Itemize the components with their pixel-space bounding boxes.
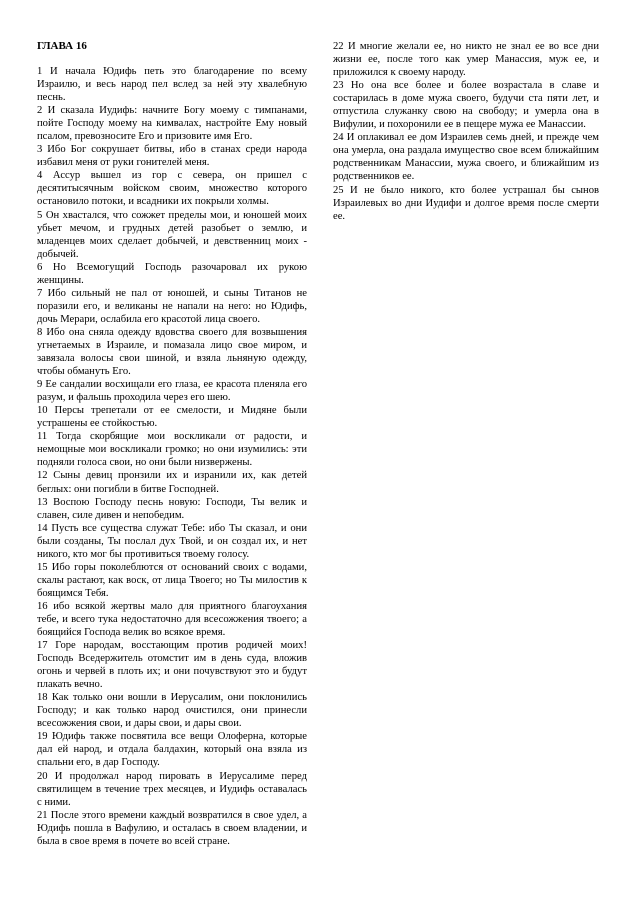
verse-17: 17 Горе народам, восстающим против родичей моих! Господь Вседержитель отомстит им в день суда, вложив огонь и червей в плоть их; и они почувствуют это и будут плакать вечно.	[37, 640, 307, 691]
verse-25: 25 И не было никого, кто более устрашал бы сынов Израилевых во дни Иудифи и долгое время после смерти ее.	[333, 184, 599, 222]
verse-8: 8 Ибо она сняла одежду вдовства своего для возвышения угнетаемых в Израиле, и помазала лицо свое миром, и завязала волосы свои шиной, и взяла льняную одежду, чтобы обмануть Его.	[37, 326, 307, 378]
verse-18: 18 Как только они вошли в Иерусалим, они поклонились Господу; и как только народ очистился, они принесли всесожжения свои, и дары свои, и дары свои.	[37, 692, 307, 730]
verse-14: 14 Пусть все существа служат Тебе: ибо Ты сказал, и они были созданы, Ты послал дух Твой, и он создал их, и нет никого, кто мог бы противиться твоему голосу.	[37, 522, 307, 560]
verse-20: 20 И продолжал народ пировать в Иерусалиме перед святилищем в течение трех месяцев, и Иудифь оставалась с ними.	[37, 770, 307, 808]
verse-12: 12 Сыны девиц пронзили их и изранили их, как детей беглых: они погибли в битве Господней.	[37, 470, 307, 495]
verse-23: 23 Но она все более и более возрастала в славе и состарилась в доме мужа своего, будучи ста пяти лет, и отпустила служанку свою на свободу; и умерла она в Вифулии, и похоронили ее в пещере мужа ее Манассии.	[333, 80, 599, 131]
verse-3: 3 Ибо Бог сокрушает битвы, ибо в станах среди народа избавил меня от руки гонителей меня.	[37, 144, 307, 169]
verse-24: 24 И оплакивал ее дом Израилев семь дней, и прежде чем она умерла, она раздала имущество свое всем ближайшим родственникам Манассии, мужа своего, и ближайшим из родственников ее.	[333, 132, 599, 183]
chapter-heading: ГЛАВА 16	[37, 40, 87, 52]
verse-13: 13 Воспою Господу песнь новую: Господи, Ты велик и славен, силе дивен и непобедим.	[37, 496, 307, 521]
verse-10: 10 Персы трепетали от ее смелости, и Мидяне были устрашены ее стойкостью.	[37, 405, 307, 430]
verse-7: 7 Ибо сильный не пал от юношей, и сыны Титанов не поразили его, и великаны не напали на него: но Юдифь, дочь Мерари, ослабила его красотой лица своего.	[37, 287, 307, 325]
verse-5: 5 Он хвастался, что сожжет пределы мои, и юношей моих убьет мечом, и грудных детей разобьет о землю, и младенцев моих сделает добычей, и девственниц моих - добычей.	[37, 209, 307, 260]
verse-19: 19 Юдифь также посвятила все вещи Олоферна, которые дал ей народ, и отдала балдахин, который она взяла из спальни его, в дар Господу.	[37, 731, 307, 769]
verse-6: 6 Но Всемогущий Господь разочаровал их рукою женщины.	[37, 261, 307, 286]
right-column	[333, 40, 599, 223]
verse-15: 15 Ибо горы поколеблются от оснований своих с водами, скалы растают, как воск, от лица Твоего; но Ты милостив к боящимся Тебя.	[37, 561, 307, 599]
verse-11: 11 Тогда скорбящие мои воскликали от радости, и немощные мои воскликали громко; но они изумились: эти подняли голоса свои, но они были низвержены.	[37, 431, 307, 469]
verse-4: 4 Ассур вышел из гор с севера, он пришел с десятитысячным войском своим, множество которого остановило потоки, и всадники их покрыли холмы.	[37, 170, 307, 208]
verse-22: 22 И многие желали ее, но никто не знал ее во все дни жизни ее, после того как умер Манассия, муж ее, и приложился к своему народу.	[333, 41, 599, 79]
verse-2: 2 И сказала Иудифь: начните Богу моему с тимпанами, пойте Господу моему на кимвалах, настройте Ему новый псалом, превозносите Его и призовите имя Его.	[37, 105, 307, 143]
verse-1: 1 И начала Юдифь петь это благодарение по всему Израилю, и весь народ пел вслед за ней эту хвалебную песнь.	[37, 66, 307, 104]
verse-9: 9 Ее сандалии восхищали его глаза, ее красота пленяла его разум, и фальшь проходила через его шею.	[37, 379, 307, 404]
verse-21: 21 После этого времени каждый возвратился в свое удел, а Юдифь пошла в Вафулию, и осталась в своем владении, и была в свое время в почете во всей стране.	[37, 809, 307, 847]
verse-16: 16 ибо всякой жертвы мало для приятного благоухания тебе, и всего тука недостаточно для всесожжения твоего; а боящийся Господа велик во всякое время.	[37, 600, 307, 639]
left-column	[37, 40, 307, 848]
